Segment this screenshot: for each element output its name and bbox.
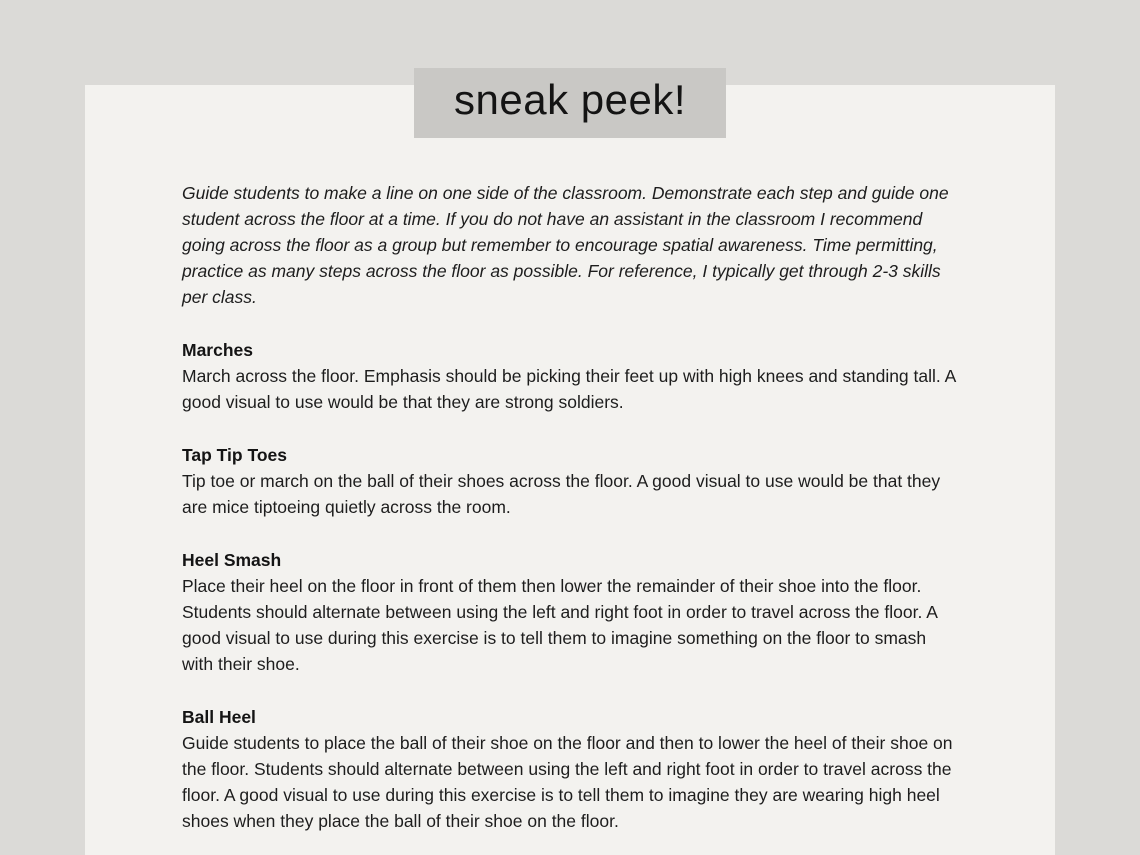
section-body: March across the floor. Emphasis should be picking their feet up with high knees and standing tall. A good visual to use would be that they are strong soldiers. [182, 366, 956, 412]
section-heading: Heel Smash [182, 550, 282, 570]
section-heading: Ball Heel [182, 707, 256, 727]
section-body: Place their heel on the floor in front of them then lower the remainder of their shoe into the floor. Students should alternate between using the left and right foot in order to travel across the floor. A good visual to use during this exercise is to tell them to imagine something on the floor to smash with their shoe. [182, 576, 937, 674]
section-heading: Tap Tip Toes [182, 445, 288, 465]
banner-title: sneak peek! [454, 76, 686, 123]
sneak-peek-banner [414, 68, 726, 138]
section-body: Tip toe or march on the ball of their shoes across the floor. A good visual to use would be that they are mice tiptoeing quietly across the room. [182, 471, 941, 517]
section-heel-smash [182, 547, 962, 677]
section-marches [182, 337, 962, 415]
document-content [182, 180, 962, 834]
section-body: Guide students to place the ball of their shoe on the floor and then to lower the heel of their shoe on the floor. Students should alternate between using the left and right foot in order to travel across the floor. A good visual to use during this exercise is to tell them to imagine they are wearing high heel shoes when they place the ball of their shoe on the floor. [182, 733, 953, 831]
section-ball-heel [182, 704, 962, 834]
intro-paragraph: Guide students to make a line on one side of the classroom. Demonstrate each step and guide one student across the floor at a time. If you do not have an assistant in the classroom I recommend going across the floor as a group but remember to encourage spatial awareness. Time permitting, practice as many steps across the floor as possible. For reference, I typically get through 2-3 skills per class. [182, 183, 949, 307]
section-tap-tip-toes [182, 442, 962, 520]
section-heading: Marches [182, 340, 254, 360]
